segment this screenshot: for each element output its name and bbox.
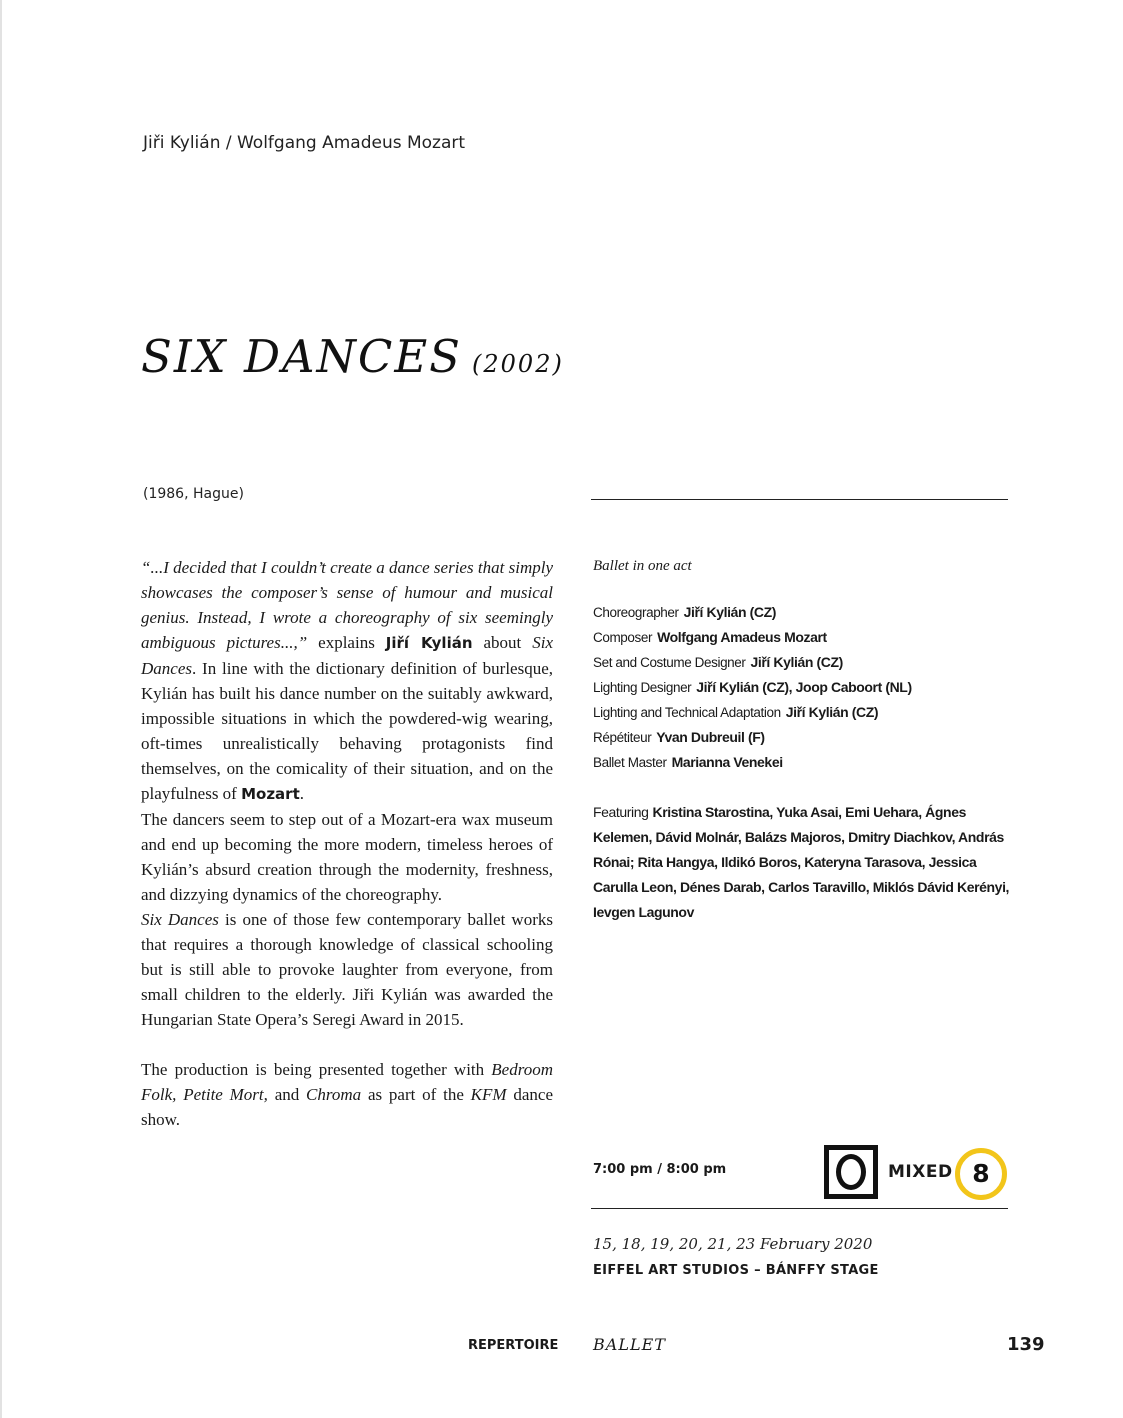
credit-name: Jiří Kylián (CZ)	[750, 654, 843, 670]
bold-name: Jiří Kylián	[385, 634, 473, 652]
text-run: The dancers seem to step out of a Mozart-era wax museum and end up becoming the more modern, timeless heroes of Kylián’s absurd creation through the modernity, freshness, and dizzying dynamics of the choreography.	[141, 810, 553, 904]
credit-role: Répétiteur	[593, 730, 652, 745]
paragraph-3	[141, 907, 553, 1032]
paragraph-4	[141, 1057, 553, 1132]
performance-dates: 15, 18, 19, 20, 21, 23 February 2020	[593, 1235, 873, 1253]
page-edge	[0, 0, 2, 1418]
credit-name: Marianna Venekei	[671, 754, 783, 770]
text-run: dance show.	[141, 1085, 553, 1129]
italic-text: Chroma	[306, 1085, 362, 1104]
divider-bottom	[591, 1208, 1008, 1209]
credit-row	[593, 725, 1018, 750]
italic-text: KFM	[470, 1085, 507, 1104]
performance-times: 7:00 pm / 8:00 pm	[593, 1162, 727, 1177]
text-run: . In line with the dictionary definition of burlesque, Kylián has built his dance number on the suitably awkward, impossible situations in which the powdered-wig wearing, oft-times unrealistically behaving protagonists find themselves, on the comicality of their situation, and on the playfulness of	[141, 659, 553, 803]
credit-list	[593, 600, 1018, 775]
credit-row	[593, 650, 1018, 675]
credit-row	[593, 675, 1018, 700]
title-year: (2002)	[472, 350, 564, 378]
ticket-category-badge: 8	[955, 1148, 1007, 1200]
article-body	[141, 555, 553, 1132]
footer-section: REPERTOIRE	[468, 1338, 559, 1353]
venue-name: EIFFEL ART STUDIOS – BÁNFFY STAGE	[593, 1263, 879, 1278]
title-text: SIX DANCES	[141, 330, 463, 383]
credit-name: Jiří Kylián (CZ), Joop Caboort (NL)	[696, 679, 912, 695]
page-number: 139	[1007, 1334, 1045, 1355]
footer-category: BALLET	[593, 1335, 666, 1354]
text-run: explains	[307, 633, 386, 652]
italic-text: Six Dances	[141, 633, 553, 678]
paragraph-2	[141, 807, 553, 907]
credit-name: Jiří Kylián (CZ)	[785, 704, 879, 720]
credit-role: Ballet Master	[593, 755, 667, 770]
page-title	[141, 330, 564, 383]
text-run: and	[267, 1085, 307, 1104]
author-line: Jiři Kylián / Wolfgang Amadeus Mozart	[143, 133, 466, 153]
opera-logo-icon	[824, 1145, 878, 1199]
paragraph-1	[141, 555, 553, 807]
credit-role: Lighting and Technical Adaptation	[593, 705, 781, 720]
credit-name: Jiří Kylián (CZ)	[683, 604, 777, 620]
credits-block	[593, 558, 1018, 925]
bold-name: Mozart	[241, 785, 300, 803]
credit-role: Lighting Designer	[593, 680, 692, 695]
credit-name: Yvan Dubreuil (F)	[656, 729, 765, 745]
text-run: about	[472, 633, 533, 652]
text-run: as part of the	[361, 1085, 471, 1104]
featuring-names: Kristina Starostina, Yuka Asai, Emi Uehara, Ágnes Kelemen, Dávid Molnár, Balázs Majoros, Dmitry Diachkov, András Rónai; Rita Hangya, Ildikó Boros, Kateryna Tarasova, Jessica Carulla Leon, Dénes Darab, Carlos Taravillo, Miklós Dávid Kerényi, Ievgen Lagunov	[593, 804, 1010, 920]
credit-role: Composer	[593, 630, 653, 645]
italic-text: Six Dances	[141, 910, 219, 929]
credit-role: Set and Costume Designer	[593, 655, 746, 670]
italic-text: “...I decided that I couldn’t create a dance series that simply showcases the composer’s sense of humour and musical genius. Instead, I wrote a choreography of six seemingly ambiguous pictures...,”	[141, 558, 553, 652]
italic-text: Bedroom Folk, Petite Mort,	[141, 1060, 553, 1104]
genre-label: Ballet in one act	[593, 558, 692, 574]
credit-row	[593, 750, 1018, 775]
featuring-label: Featuring	[593, 804, 649, 820]
divider-top	[591, 499, 1008, 500]
text-run: is one of those few contemporary ballet works that requires a thorough knowledge of classical schooling but is still able to provoke laughter from everyone, from small children to the elderly. Jiři Kylián was awarded the Hungarian State Opera’s Seregi Award in 2015.	[141, 910, 553, 1029]
credit-name: Wolfgang Amadeus Mozart	[657, 629, 827, 645]
credit-row	[593, 700, 1018, 725]
text-run: The production is being presented together with	[141, 1060, 492, 1079]
logo-ring	[836, 1154, 866, 1190]
credit-row	[593, 625, 1018, 650]
featuring-line	[593, 800, 1018, 925]
text-run: .	[299, 784, 304, 803]
premiere-note: (1986, Hague)	[143, 486, 244, 502]
series-label: MIXED	[888, 1162, 953, 1182]
credit-row	[593, 600, 1018, 625]
credit-role: Choreographer	[593, 605, 679, 620]
